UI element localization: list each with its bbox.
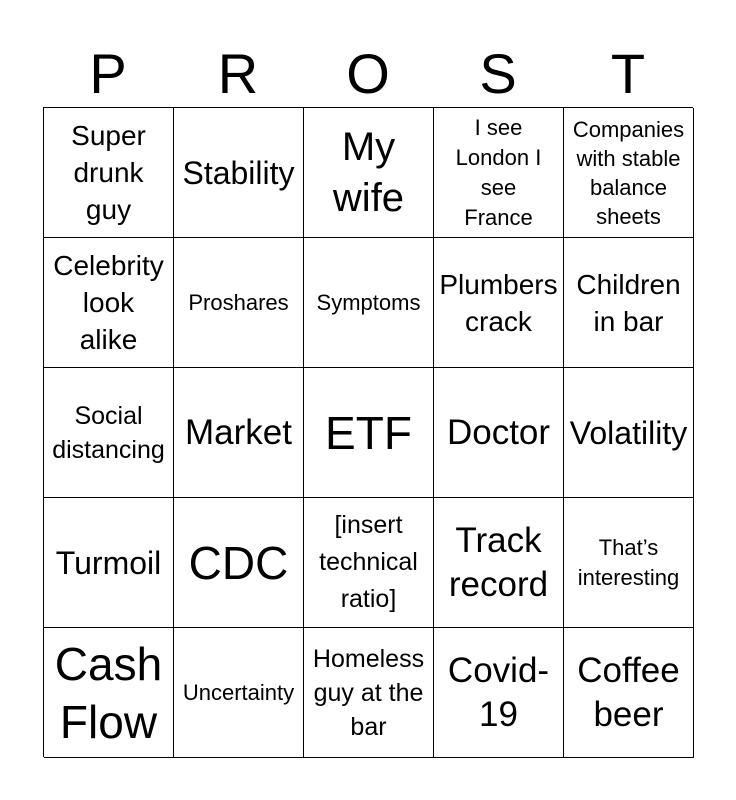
header-letter-p: P (89, 42, 127, 105)
bingo-cell-text: [insert technical ratio] (319, 511, 418, 613)
header-letter-r: R (217, 42, 259, 105)
bingo-cell-text: Super drunk guy (71, 120, 146, 225)
bingo-cell[interactable] (564, 108, 694, 238)
bingo-cell[interactable] (434, 238, 564, 368)
bingo-cell[interactable] (434, 498, 564, 628)
header-letter-s: S (479, 42, 517, 105)
bingo-cell-text: Homeless guy at the bar (312, 644, 425, 741)
bingo-cell[interactable] (434, 628, 564, 758)
bingo-cell[interactable] (304, 108, 434, 238)
bingo-cell[interactable] (304, 238, 434, 368)
bingo-cell[interactable] (304, 498, 434, 628)
bingo-cell[interactable] (174, 628, 304, 758)
bingo-cell-text: Volatility (569, 414, 688, 451)
bingo-cell-text: Companies with stable balance sheets (572, 116, 685, 229)
bingo-cell free-space[interactable] (304, 368, 434, 498)
bingo-cell-text: Coffee beer (577, 650, 680, 734)
bingo-cell-text: Plumbers crack (439, 268, 558, 337)
bingo-cell-text: Market (185, 412, 292, 452)
bingo-cell[interactable] (564, 238, 694, 368)
bingo-cell[interactable] (174, 498, 304, 628)
bingo-cell-text: Covid- 19 (447, 650, 550, 734)
bingo-header (43, 40, 693, 108)
bingo-cell[interactable] (44, 368, 174, 498)
bingo-cell[interactable] (174, 368, 304, 498)
bingo-cell[interactable] (434, 368, 564, 498)
bingo-cell-text: Track record (448, 520, 549, 604)
bingo-cell-text: Proshares (188, 290, 289, 315)
header-letter-o: O (346, 42, 390, 105)
bingo-cell-text: Social distancing (52, 401, 165, 464)
bingo-cell-text: Doctor (446, 412, 551, 452)
bingo-cell-text: Turmoil (55, 544, 162, 581)
bingo-cell-text: My wife (332, 124, 405, 220)
bingo-cell[interactable] (44, 628, 174, 758)
bingo-card-grid (43, 107, 693, 757)
bingo-cell-text: I see London I see France (455, 114, 542, 230)
bingo-cell-text: ETF (325, 406, 412, 459)
bingo-cell-text: Celebrity look alike (53, 250, 164, 355)
bingo-cell[interactable] (44, 108, 174, 238)
bingo-cell[interactable] (44, 238, 174, 368)
bingo-cell-text: Stability (182, 154, 295, 191)
bingo-cell[interactable] (174, 108, 304, 238)
bingo-cell[interactable] (564, 498, 694, 628)
bingo-cell-text: CDC (188, 536, 289, 589)
bingo-cell-text: That’s interesting (577, 534, 680, 590)
bingo-cell-text: Uncertainty (182, 680, 295, 705)
header-letter-t: T (610, 42, 646, 105)
bingo-cell-text: Cash Flow (54, 637, 163, 748)
bingo-cell[interactable] (564, 628, 694, 758)
bingo-cell[interactable] (44, 498, 174, 628)
bingo-cell-text: Symptoms (316, 290, 421, 315)
bingo-cell[interactable] (174, 238, 304, 368)
bingo-cell-text: Children in bar (576, 268, 681, 337)
bingo-cell[interactable] (304, 628, 434, 758)
bingo-cell[interactable] (434, 108, 564, 238)
bingo-cell[interactable] (564, 368, 694, 498)
